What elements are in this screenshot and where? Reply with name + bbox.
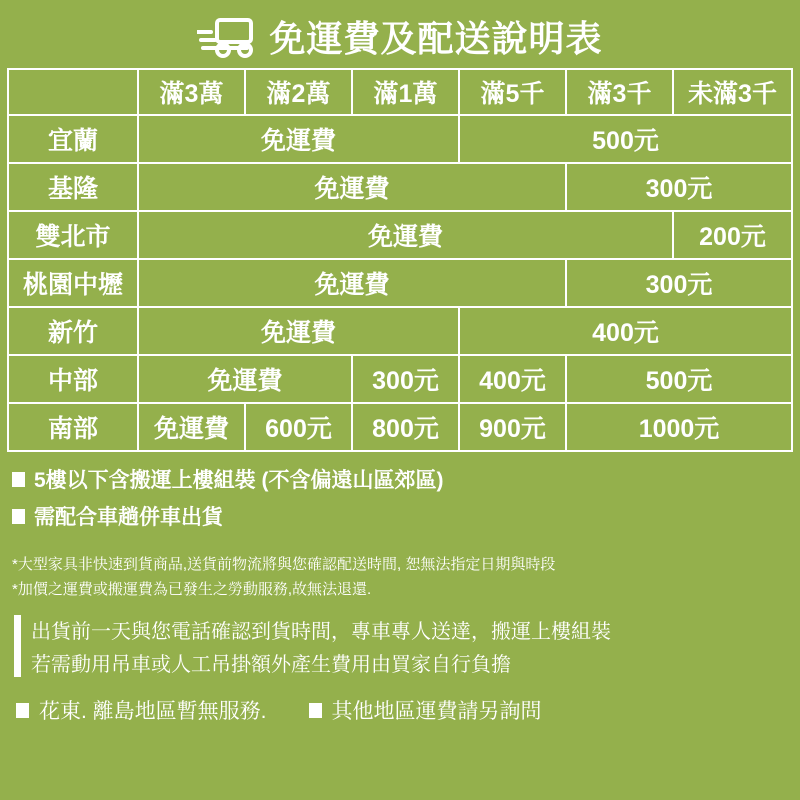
fee-cell: 500元 — [459, 115, 792, 163]
table-row — [8, 163, 792, 211]
region-label: 中部 — [8, 355, 138, 403]
table-header — [8, 69, 792, 115]
table-corner-cell — [8, 69, 138, 115]
fee-cell: 300元 — [352, 355, 459, 403]
bullet-note-text: 需配合車趟併車出貨 — [34, 506, 223, 529]
region-label: 雙北市 — [8, 211, 138, 259]
fee-cell: 免運費 — [138, 115, 459, 163]
column-header: 未滿3千 — [673, 69, 792, 115]
column-header: 滿2萬 — [245, 69, 352, 115]
fee-cell: 免運費 — [138, 355, 352, 403]
highlight-block — [14, 615, 800, 677]
table-row — [8, 355, 792, 403]
delivery-truck-icon — [197, 14, 259, 58]
bullet-notes — [12, 464, 800, 531]
fee-cell: 300元 — [566, 259, 792, 307]
column-header: 滿3萬 — [138, 69, 245, 115]
column-header: 滿1萬 — [352, 69, 459, 115]
highlight-line: 出貨前一天與您電話確認到貨時間，專車專人送達，搬運上樓組裝 — [31, 621, 611, 643]
region-label: 新竹 — [8, 307, 138, 355]
fee-cell: 免運費 — [138, 307, 459, 355]
page-title: 免運費及配送說明表 — [269, 17, 603, 59]
bullet-note-text: 5樓以下含搬運上樓組裝 (不含偏遠山區郊區) — [34, 469, 444, 492]
fee-cell: 200元 — [673, 211, 792, 259]
bullet-note-item — [12, 501, 800, 531]
square-bullet-icon — [12, 472, 25, 487]
bullet-note-item — [12, 464, 800, 494]
fee-cell: 400元 — [459, 355, 566, 403]
square-bullet-icon — [12, 509, 25, 524]
page-title-row — [0, 0, 800, 68]
table-row — [8, 307, 792, 355]
table-row — [8, 211, 792, 259]
fee-cell: 300元 — [566, 163, 792, 211]
region-label: 桃園中壢 — [8, 259, 138, 307]
fine-print-notes — [12, 553, 800, 599]
table-row — [8, 115, 792, 163]
highlight-lines — [31, 615, 611, 677]
fee-cell: 1000元 — [566, 403, 792, 451]
freight-table — [7, 68, 793, 452]
table-header-row — [8, 69, 792, 115]
fee-cell: 600元 — [245, 403, 352, 451]
footer-note-text: 花東. 離島地區暫無服務. — [39, 700, 267, 723]
table-body — [8, 115, 792, 451]
fee-cell: 800元 — [352, 403, 459, 451]
fee-cell: 免運費 — [138, 403, 245, 451]
region-label: 基隆 — [8, 163, 138, 211]
table-row — [8, 259, 792, 307]
fee-cell: 免運費 — [138, 211, 673, 259]
column-header: 滿5千 — [459, 69, 566, 115]
fine-print-line: *大型家具非快速到貨商品,送貨前物流將與您確認配送時間, 恕無法指定日期與時段 — [12, 556, 556, 573]
fee-cell: 900元 — [459, 403, 566, 451]
fee-cell: 400元 — [459, 307, 792, 355]
footer-notes — [16, 695, 800, 725]
fine-print-line: *加價之運費或搬運費為已發生之勞動服務,故無法退還. — [12, 581, 372, 598]
table-row — [8, 403, 792, 451]
footer-note-text: 其他地區運費請另詢問 — [331, 700, 542, 723]
fee-cell: 500元 — [566, 355, 792, 403]
fee-cell: 免運費 — [138, 163, 566, 211]
region-label: 宜蘭 — [8, 115, 138, 163]
column-header: 滿3千 — [566, 69, 673, 115]
vertical-bar-accent — [14, 615, 21, 677]
square-bullet-icon — [16, 703, 29, 718]
highlight-line: 若需動用吊車或人工吊掛額外產生費用由買家自行負擔 — [31, 654, 511, 676]
square-bullet-icon — [309, 703, 322, 718]
fee-cell: 免運費 — [138, 259, 566, 307]
region-label: 南部 — [8, 403, 138, 451]
